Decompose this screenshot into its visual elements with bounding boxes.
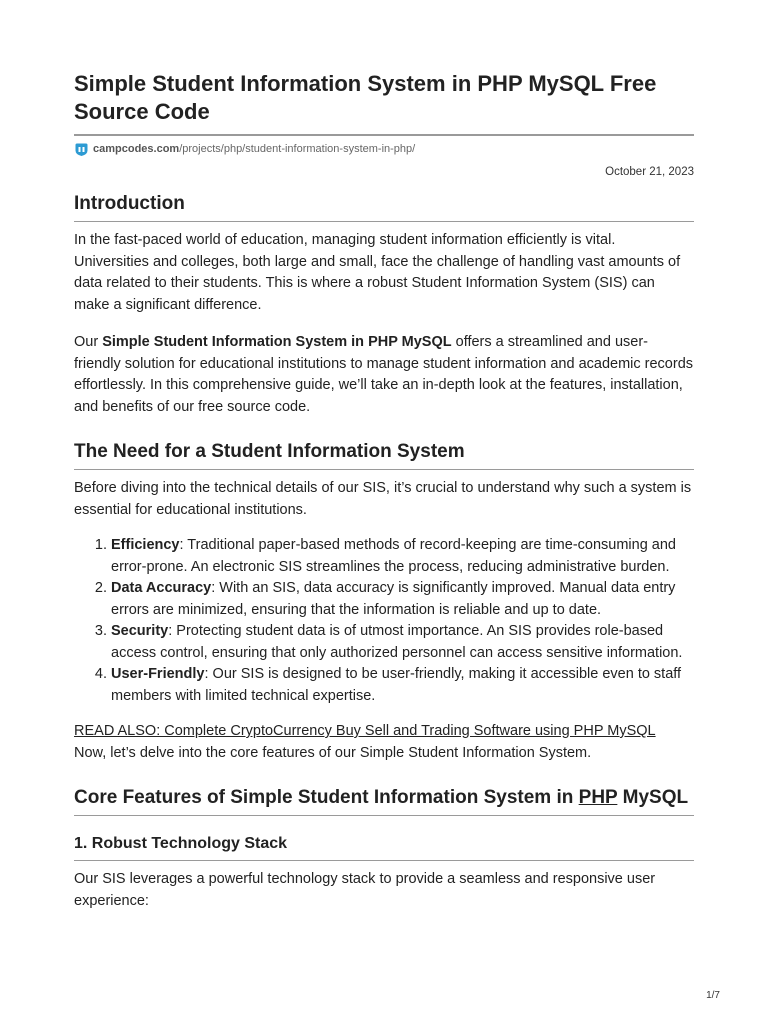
list-item bbox=[111, 664, 694, 707]
benefits-list bbox=[74, 535, 694, 707]
title-divider bbox=[74, 134, 694, 136]
core-heading-post: MySQL bbox=[617, 787, 689, 808]
page-number: 1/7 bbox=[706, 990, 720, 1001]
heading-core-features bbox=[74, 786, 694, 816]
heading-need-for-sis: The Need for a Student Information System bbox=[74, 440, 694, 470]
source-url[interactable] bbox=[74, 141, 694, 157]
list-item-term: Security bbox=[111, 623, 169, 639]
intro-paragraph-1: In the fast-paced world of education, managing student information efficiently is vital. Universities and colleges, both large and small, face the challenge of handling vast amounts of data related to their students. This is where a robust Student Information System (SIS) can make a significant difference. bbox=[74, 232, 681, 313]
intro-p2-bold: Simple Student Information System in PHP MySQL bbox=[102, 334, 452, 350]
document-page bbox=[74, 0, 694, 912]
core-heading-pre: Core Features of Simple Student Information System in bbox=[74, 787, 579, 808]
heading-introduction: Introduction bbox=[74, 192, 694, 222]
list-item-term: Data Accuracy bbox=[111, 580, 212, 596]
delve-text: Now, let’s delve into the core features of our Simple Student Information System. bbox=[74, 744, 592, 761]
list-item bbox=[111, 535, 694, 578]
intro-p2-lead: Our bbox=[74, 334, 103, 350]
list-item bbox=[111, 578, 694, 621]
list-item-term: Efficiency bbox=[111, 537, 180, 553]
list-item-text: : Protecting student data is of utmost importance. An SIS provides role-based access control, ensuring that only authorized personnel can access sensitive information. bbox=[111, 623, 683, 661]
heading-technology-stack: 1. Robust Technology Stack bbox=[74, 834, 694, 861]
publish-date: October 21, 2023 bbox=[605, 166, 694, 178]
php-link[interactable]: PHP bbox=[578, 787, 618, 808]
campcodes-logo-icon bbox=[74, 142, 89, 157]
need-paragraph: Before diving into the technical details of our SIS, it’s crucial to understand why such a system is essential for educational institutions. bbox=[74, 480, 692, 518]
source-path[interactable]: /projects/php/student-information-system-in-php/ bbox=[179, 143, 416, 155]
list-item bbox=[111, 621, 694, 664]
intro-p2-rest: offers a streamlined and user-friendly solution for educational institutions to manage student information and academic records effortlessly. In this comprehensive guide, we’ll take an in-depth look at the features, installation, and benefits of our free source code. bbox=[74, 334, 694, 415]
intro-paragraph-2 bbox=[74, 332, 694, 418]
technology-stack-paragraph: Our SIS leverages a powerful technology stack to provide a seamless and responsive user experience: bbox=[74, 871, 656, 909]
list-item-term: User-Friendly bbox=[111, 666, 205, 682]
read-also-link[interactable]: READ ALSO: Complete CryptoCurrency Buy Sell and Trading Software using PHP MySQL bbox=[74, 723, 656, 739]
list-item-text: : Our SIS is designed to be user-friendly, making it accessible even to staff members with limited technical expertise. bbox=[111, 666, 682, 704]
document-title: Simple Student Information System in PHP MySQL Free Source Code bbox=[74, 71, 657, 124]
list-item-text: : Traditional paper-based methods of record-keeping are time-consuming and error-prone. An electronic SIS streamlines the process, reducing administrative burden. bbox=[111, 537, 676, 575]
read-also-paragraph bbox=[74, 721, 694, 764]
list-item-text: : With an SIS, data accuracy is significantly improved. Manual data entry errors are minimized, ensuring that the information is reliable and up to date. bbox=[111, 580, 676, 618]
source-domain[interactable]: campcodes.com bbox=[93, 143, 180, 155]
